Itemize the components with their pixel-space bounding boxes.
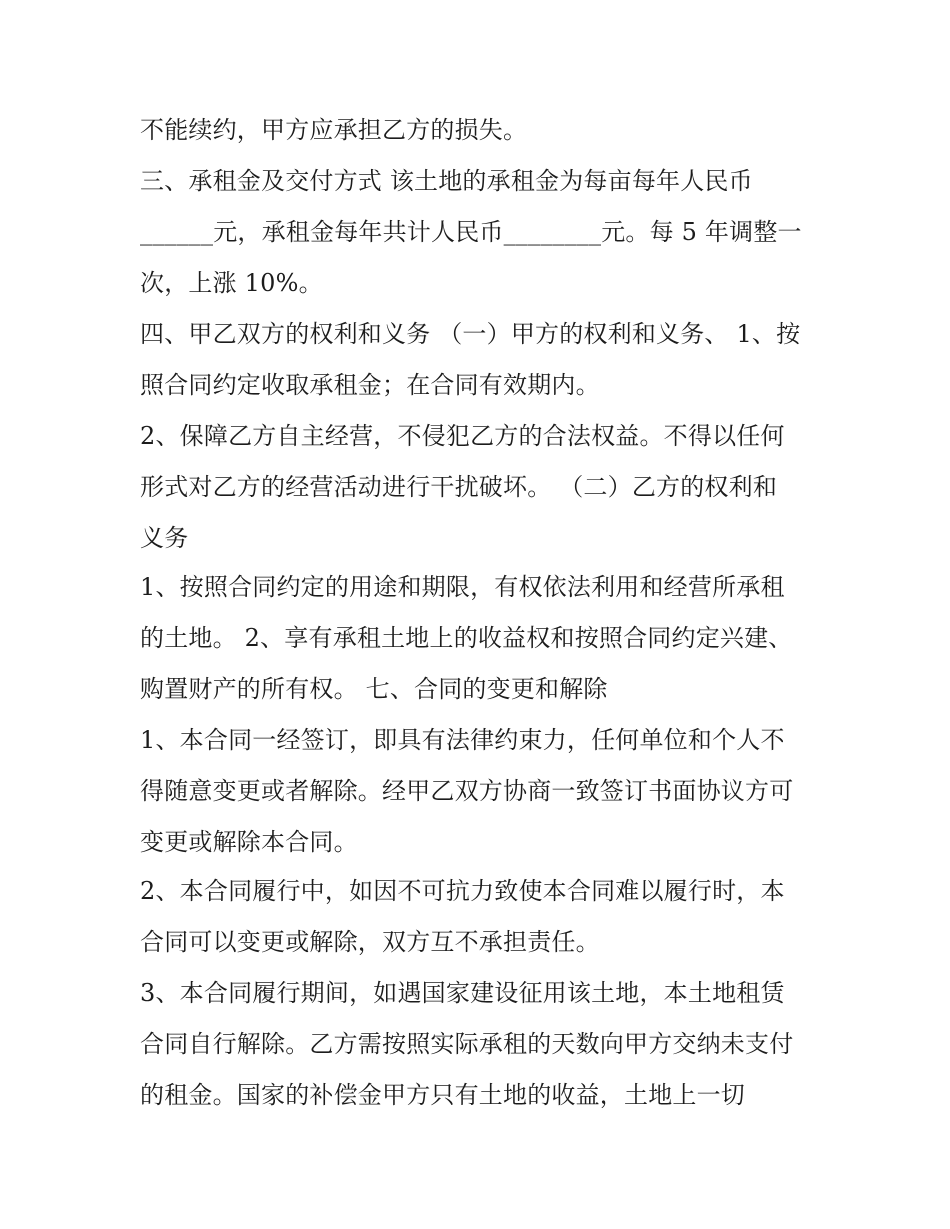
text-line: 1、本合同一经签订，即具有法律约束力，任何单位和个人不 xyxy=(140,726,785,754)
text-line: 2、保障乙方自主经营，不侵犯乙方的合法权益。不得以任何 xyxy=(140,422,785,450)
text-line: 2、本合同履行中，如因不可抗力致使本合同难以履行时，本 xyxy=(140,877,785,905)
text-line: 次，上涨 10%。 xyxy=(140,269,323,297)
text-line: 的租金。国家的补偿金甲方只有土地的收益，土地上一切 xyxy=(140,1081,745,1109)
text-line: 四、甲乙双方的权利和义务 （一）甲方的权利和义务、 1、按 xyxy=(140,320,801,348)
text-line: 1、按照合同约定的用途和期限，有权依法利用和经营所承租 xyxy=(140,573,785,601)
text-line: ______元，承租金每年共计人民币________元。每 5 年调整一 xyxy=(140,218,802,246)
text-line: 义务 xyxy=(140,524,189,552)
text-line: 3、本合同履行期间，如遇国家建设征用该土地，本土地租赁 xyxy=(140,979,785,1007)
text-line: 合同自行解除。乙方需按照实际承租的天数向甲方交纳未支付 xyxy=(140,1030,794,1058)
text-line: 变更或解除本合同。 xyxy=(140,828,358,856)
text-line: 三、承租金及交付方式 该土地的承租金为每亩每年人民币 xyxy=(140,167,753,195)
text-line: 照合同约定收取承租金；在合同有效期内。 xyxy=(140,371,600,399)
text-line: 的土地。 2、享有承租土地上的收益权和按照合同约定兴建、 xyxy=(140,624,793,652)
text-line: 形式对乙方的经营活动进行干扰破坏。 （二）乙方的权利和 xyxy=(140,473,778,501)
text-line: 得随意变更或者解除。经甲乙双方协商一致签订书面协议方可 xyxy=(140,777,794,805)
text-line: 购置财产的所有权。 七、合同的变更和解除 xyxy=(140,675,608,703)
text-line: 合同可以变更或解除，双方互不承担责任。 xyxy=(140,928,600,956)
text-line: 不能续约，甲方应承担乙方的损失。 xyxy=(140,116,528,144)
